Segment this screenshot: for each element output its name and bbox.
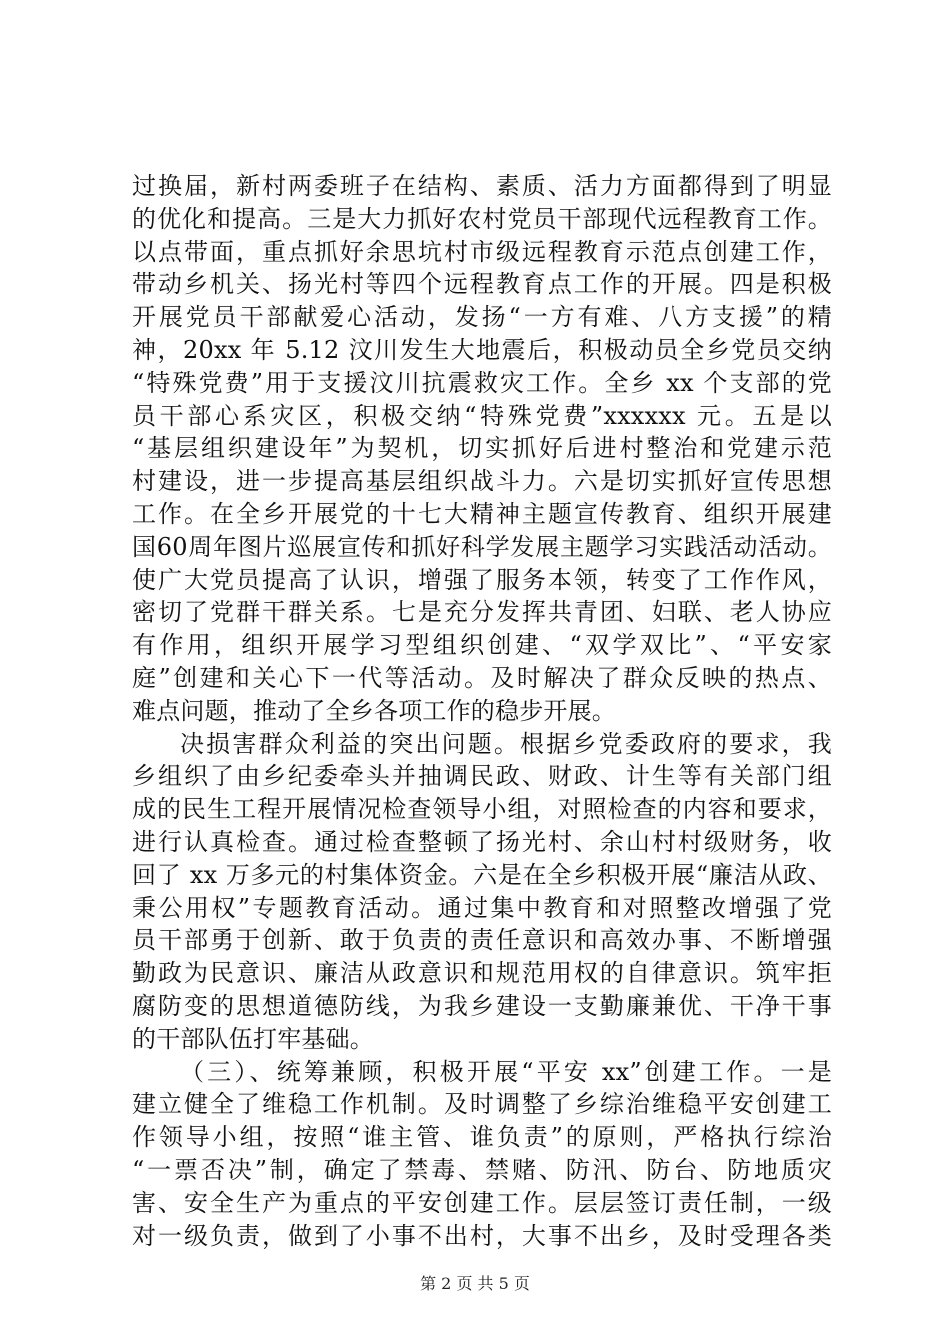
text-line: 建立健全了维稳工作机制。及时调整了乡综治维稳平安创建工 xyxy=(132,1090,832,1119)
text-line: 回了 xx 万多元的村集体资金。六是在全乡积极开展“廉洁从政、 xyxy=(132,860,832,889)
text-line: 成的民生工程开展情况检查领导小组，对照检查的内容和要求， xyxy=(132,795,832,824)
text-line: 过换届，新村两委班子在结构、素质、活力方面都得到了明显 xyxy=(132,172,832,200)
text-line: 国60周年图片巡展宣传和抓好科学发展主题学习实践活动活动。 xyxy=(132,532,832,561)
text-line: 密切了党群干群关系。七是充分发挥共青团、妇联、老人协应 xyxy=(132,598,832,627)
text-line: 工作。在全乡开展党的十七大精神主题宣传教育、组织开展建 xyxy=(132,499,832,528)
text-line: 秉公用权”专题教育活动。通过集中教育和对照整改增强了党 xyxy=(132,893,832,922)
text-line: 的干部队伍打牢基础。 xyxy=(132,1024,374,1053)
text-line: 的优化和提高。三是大力抓好农村党员干部现代远程教育工作。 xyxy=(132,204,832,233)
text-line: 使广大党员提高了认识，增强了服务本领，转变了工作作风， xyxy=(132,565,832,594)
paragraph-first-line: （三）、统筹兼顾，积极开展“平安 xx”创建工作。一是 xyxy=(180,1057,832,1086)
text-line: 神，20xx 年 5.12 汶川发生大地震后，积极动员全乡党员交纳 xyxy=(132,335,832,364)
text-line: 对一级负责，做到了小事不出村，大事不出乡，及时受理各类 xyxy=(132,1221,832,1250)
text-line: “基层组织建设年”为契机，切实抓好后进村整治和党建示范 xyxy=(132,434,832,463)
paragraph-first-line: 决损害群众利益的突出问题。根据乡党委政府的要求，我 xyxy=(180,729,832,758)
text-line: 有作用，组织开展学习型组织创建、“双学双比”、“平安家 xyxy=(132,631,832,660)
page-number: 第 2 页 共 5 页 xyxy=(420,1274,530,1293)
body-text xyxy=(132,170,832,1252)
text-line: 员干部心系灾区，积极交纳“特殊党费”xxxxxx 元。五是以 xyxy=(132,401,832,430)
text-line: 害、安全生产为重点的平安创建工作。层层签订责任制，一级 xyxy=(132,1188,832,1217)
text-line: 以点带面，重点抓好余思坑村市级远程教育示范点创建工作， xyxy=(132,237,832,266)
text-line: 带动乡机关、扬光村等四个远程教育点工作的开展。四是积极 xyxy=(132,270,832,299)
text-line: 勤政为民意识、廉洁从政意识和规范用权的自律意识。筑牢拒 xyxy=(132,959,832,988)
text-line: 腐防变的思想道德防线，为我乡建设一支勤廉兼优、干净干事 xyxy=(132,991,832,1020)
text-line: “特殊党费”用于支援汶川抗震救灾工作。全乡 xx 个支部的党 xyxy=(132,368,832,397)
text-line: 村建设，进一步提高基层组织战斗力。六是切实抓好宣传思想 xyxy=(132,467,832,496)
text-line: 进行认真检查。通过检查整顿了扬光村、余山村村级财务，收 xyxy=(132,827,832,856)
text-line: 作领导小组，按照“谁主管、谁负责”的原则，严格执行综治 xyxy=(132,1123,832,1152)
text-line: 庭”创建和关心下一代等活动。及时解决了群众反映的热点、 xyxy=(132,663,832,692)
text-line: 难点问题，推动了全乡各项工作的稳步开展。 xyxy=(132,696,616,725)
text-line: “一票否决”制，确定了禁毒、禁赌、防汛、防台、防地质灾 xyxy=(132,1155,832,1184)
text-line: 乡组织了由乡纪委牵头并抽调民政、财政、计生等有关部门组 xyxy=(132,762,832,791)
text-line: 员干部勇于创新、敢于负责的责任意识和高效办事、不断增强 xyxy=(132,926,832,955)
text-line: 开展党员干部献爱心活动，发扬“一方有难、八方支援”的精 xyxy=(132,303,832,332)
